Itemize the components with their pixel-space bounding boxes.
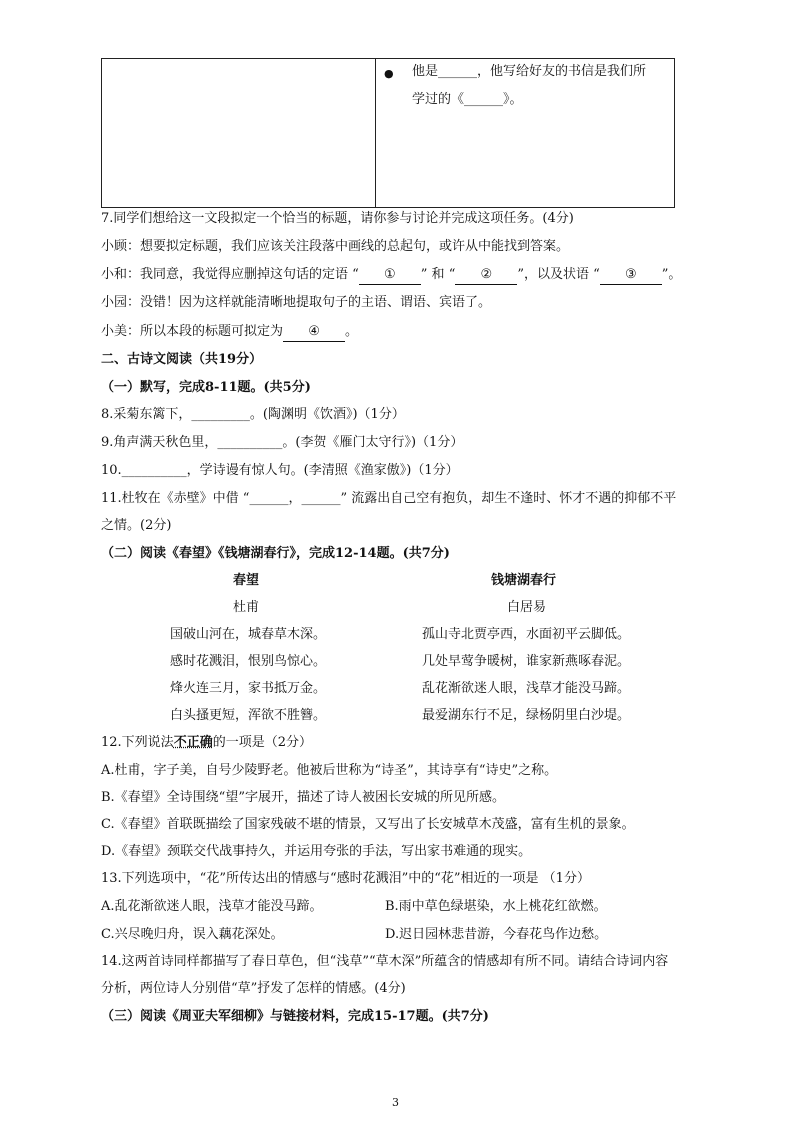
- q9: 9.角声满天秋色里，__________。(李贺《雁门太守行》)（1分）: [101, 435, 464, 450]
- poem2-title: 钱塘湖春行: [491, 573, 557, 588]
- poem1-line: 烽火连三月，家书抵万金。: [170, 681, 327, 696]
- q14-line1: 14.这两首诗同样都描写了春日草色，但“浅草”“草木深”所蕴含的情感却有所不同。请结合诗词内容: [101, 954, 669, 969]
- section2-part3: （三）阅读《周亚夫军细柳》与链接材料，完成15-17题。(共7分): [101, 1009, 489, 1024]
- q7-xiaohe-d: ”。: [661, 267, 682, 282]
- poem1-line: 白头搔更短，浑欲不胜簪。: [170, 708, 327, 723]
- page-number: 3: [392, 1096, 399, 1109]
- poem1-line: 感时花溅泪，恨别鸟惊心。: [170, 654, 327, 669]
- q11-line2: 之情。(2分): [101, 518, 172, 533]
- poem2-line: 几处早莺争暖树，谁家新燕啄春泥。: [422, 654, 631, 669]
- section2-part2: （二）阅读《春望》《钱塘湖春行》，完成12-14题。(共7分): [101, 546, 450, 561]
- q13-stem: 13.下列选项中，“花”所传达出的情感与“感时花溅泪”中的“花”相近的一项是 （1分）: [101, 871, 590, 886]
- table-divider: [375, 59, 376, 207]
- q12-option-d: D.《春望》颈联交代战事持久，并运用夸张的手法，写出家书难通的现实。: [101, 844, 532, 859]
- q12-option-b: B.《春望》全诗围绕“望”字展开，描述了诗人被困长安城的所见所感。: [101, 790, 505, 805]
- q7-stem: 7.同学们想给这一文段拟定一个恰当的标题，请你参与讨论并完成这项任务。(4分): [101, 211, 574, 226]
- q12-stem: [101, 734, 312, 752]
- blank-1: ①: [359, 266, 421, 285]
- q10: 10.__________，学诗谩有惊人句。(李清照《渔家傲》)（1分）: [101, 463, 459, 478]
- poem2-line: 乱花渐欲迷人眼，浅草才能没马蹄。: [422, 681, 631, 696]
- q13-option-c: C.兴尽晚归舟，误入藕花深处。: [101, 927, 284, 942]
- poem1-line: 国破山河在，城春草木深。: [170, 627, 327, 642]
- q13-option-d: D.迟日园林悲昔游，今春花鸟作边愁。: [385, 927, 608, 942]
- q14-line2: 分析，两位诗人分别借“草”抒发了怎样的情感。(4分): [101, 981, 406, 996]
- answer-table: [101, 58, 675, 208]
- bullet-icon: ●: [384, 67, 394, 80]
- q12-option-a: A.杜甫，字子美，自号少陵野老。他被后世称为“诗圣”，其诗享有“诗史”之称。: [101, 763, 558, 778]
- q7-xiaomei: [101, 323, 358, 342]
- q12-stem-b: 的一项是（2分）: [212, 735, 312, 750]
- q7-xiaohe-a: 小和：我同意，我觉得应删掉这句话的定语 “: [101, 267, 359, 282]
- q12-emphasis: 不正确: [173, 735, 213, 750]
- poem1-author: 杜甫: [233, 600, 260, 615]
- table-bullet-line2: 学过的《______》。: [412, 92, 523, 107]
- q7-xiaomei-b: 。: [345, 324, 359, 339]
- q7-xiaoyuan: 小园：没错！因为这样就能清晰地提取句子的主语、谓语、宾语了。: [101, 295, 492, 310]
- q13-option-b: B.雨中草色绿堪染，水上桃花红欲燃。: [385, 899, 607, 914]
- q11-line1: 11.杜牧在《赤壁》中借 “______，______” 流露出自己空有抱负，却生不逢时、怀才不遇的抑郁不平: [101, 491, 677, 506]
- q7-xiaogu: 小顾：想要拟定标题，我们应该关注段落中画线的总起句，或许从中能找到答案。: [101, 239, 570, 254]
- q12-option-c: C.《春望》首联既描绘了国家残破不堪的情景，又写出了长安城草木茂盛，富有生机的景象。: [101, 817, 635, 832]
- q8: 8.采菊东篱下，_________。(陶渊明《饮酒》)（1分）: [101, 407, 405, 422]
- q7-xiaohe: [101, 266, 681, 285]
- section2-part1: （一）默写，完成8-11题。(共5分): [101, 380, 311, 395]
- section2-title: 二、古诗文阅读（共19分）: [101, 352, 263, 367]
- q7-xiaomei-a: 小美：所以本段的标题可拟定为: [101, 324, 284, 339]
- q7-xiaohe-b: ” 和 “: [420, 267, 456, 282]
- q7-xiaohe-c: ”，以及状语 “: [517, 267, 600, 282]
- poem2-line: 孤山寺北贾亭西，水面初平云脚低。: [422, 627, 631, 642]
- poem2-line: 最爱湖东行不足，绿杨阴里白沙堤。: [422, 708, 631, 723]
- table-bullet-line1: 他是______，他写给好友的书信是我们所: [412, 64, 647, 79]
- blank-4: ④: [283, 323, 345, 342]
- poem2-author: 白居易: [507, 600, 547, 615]
- blank-2: ②: [455, 266, 517, 285]
- blank-3: ③: [600, 266, 662, 285]
- q13-option-a: A.乱花渐欲迷人眼，浅草才能没马蹄。: [101, 899, 323, 914]
- q12-stem-a: 12.下列说法: [101, 735, 174, 750]
- poem1-title: 春望: [233, 573, 260, 588]
